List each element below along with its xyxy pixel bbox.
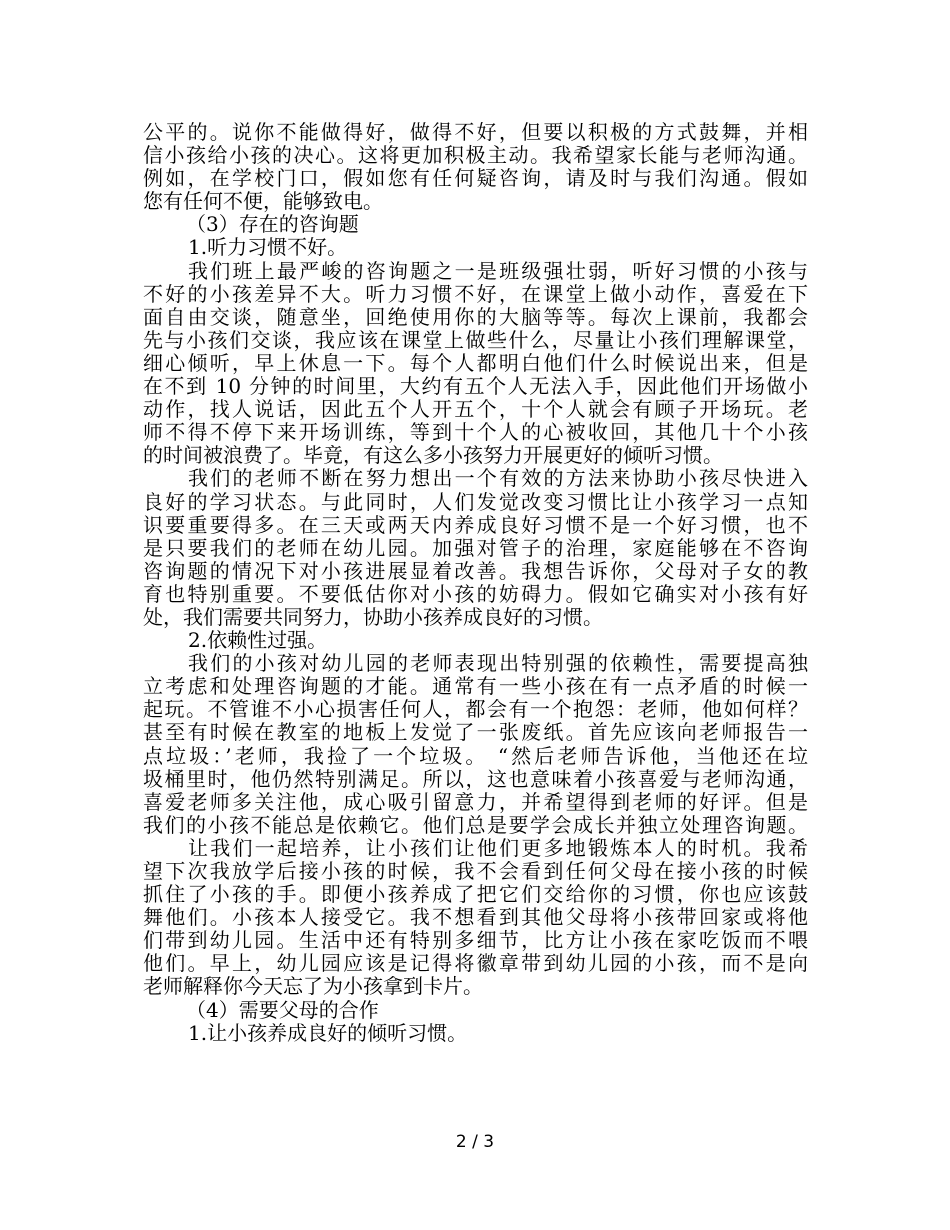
text-line: 们带到幼儿园。生活中还有特别多细节，比方让小孩在家吃饭而不喂 [143,928,808,953]
text-line: 让我们一起培养，让小孩们让他们更多地锻炼本人的时机。我希 [188,835,808,860]
text-line: 是只要我们的老师在幼儿园。加强对管子的治理，家庭能够在不咨询 [143,535,808,560]
text-line: 动作，找人说话，因此五个人开五个，十个人就会有顾子开场玩。老 [143,397,808,422]
text-line: （3）存在的咨询题 [186,212,359,237]
text-line: 1.让小孩养成良好的倾听习惯。 [188,1020,468,1045]
text-line: 识要重要得多。在三天或两天内养成良好习惯不是一个好习惯，也不 [143,512,808,537]
text-line: 我们的老师不断在努力想出一个有效的方法来协助小孩尽快进入 [188,466,808,491]
document-body [143,121,808,1045]
text-line: 细心倾听，早上休息一下。每个人都明白他们什么时候说出来，但是 [143,350,808,375]
text-line: 信小孩给小孩的决心。这将更加积极主动。我希望家长能与老师沟通。 [143,143,808,168]
text-line: 老师解释你今天忘了为小孩拿到卡片。 [143,974,483,999]
text-line: 我们的小孩对幼儿园的老师表现出特别强的依赖性，需要提高独 [188,651,808,676]
text-line: 甚至有时候在教室的地板上发觉了一张废纸。首先应该向老师报告一 [143,720,808,745]
text-line: 良好的学习状态。与此同时，人们发觉改变习惯比让小孩学习一点知 [143,489,808,514]
text-line: 我们的小孩不能总是依赖它。他们总是要学会成长并独立处理咨询题。 [143,812,808,837]
text-line: 抓住了小孩的手。即便小孩养成了把它们交给你的习惯，你也应该鼓 [143,882,808,907]
text-line: 舞他们。小孩本人接受它。我不想看到其他父母将小孩带回家或将他 [143,905,808,930]
text-line: 面自由交谈，随意坐，回绝使用你的大脑等等。每次上课前，我都会 [143,304,808,329]
text-line: 例如，在学校门口，假如您有任何疑咨询，请及时与我们沟通。假如 [143,166,808,191]
page-number: 2 / 3 [455,1132,495,1152]
text-line: 圾桶里时，他仍然特别满足。所以，这也意味着小孩喜爱与老师沟通， [143,766,808,791]
text-line: 育也特别重要。不要低估你对小孩的妨碍力。假如它确实对小孩有好 [143,581,808,606]
text-line: 先与小孩们交谈，我应该在课堂上做些什么，尽量让小孩们理解课堂， [143,327,808,352]
text-line: 2.依赖性过强。 [188,628,328,653]
text-line: 他们。早上，幼儿园应该是记得将徽章带到幼儿园的小孩，而不是向 [143,951,808,976]
text-line: 喜爱老师多关注他，成心吸引留意力，并希望得到老师的好评。但是 [143,789,808,814]
text-line: 在不到 10 分钟的时间里，大约有五个人无法入手，因此他们开场做小 [143,374,808,399]
text-line: 望下次我放学后接小孩的时候，我不会看到任何父母在接小孩的时候 [143,859,808,883]
text-line: 点垃圾：’老师，我捡了一个垃圾。 “然后老师告诉他，当他还在垃 [143,743,808,768]
text-line: 公平的。说你不能做得好，做得不好，但要以积极的方式鼓舞，并相 [143,120,808,144]
text-line: 师不得不停下来开场训练，等到十个人的心被收回，其他几十个小孩 [143,420,808,445]
text-line: 不好的小孩差异不大。听力习惯不好，在课堂上做小动作，喜爱在下 [143,281,808,306]
text-line: 的时间被浪费了。毕竟，有这么多小孩努力开展更好的倾听习惯。 [143,443,723,468]
text-line: 起玩。不管谁不小心损害任何人，都会有一个抱怨：老师，他如何样？ [143,697,808,722]
text-line: 处，我们需要共同努力，协助小孩养成良好的习惯。 [143,604,603,629]
text-line: 1.听力习惯不好。 [188,235,348,260]
text-line: （4）需要父母的合作 [186,997,379,1022]
text-line: 立考虑和处理咨询题的才能。通常有一些小孩在有一点矛盾的时候一 [143,674,808,699]
text-line: 您有任何不便，能够致电。 [143,189,383,214]
text-line: 我们班上最严峻的咨询题之一是班级强壮弱，听好习惯的小孩与 [188,258,808,283]
text-line: 咨询题的情况下对小孩进展显着改善。我想告诉你，父母对子女的教 [143,558,808,583]
